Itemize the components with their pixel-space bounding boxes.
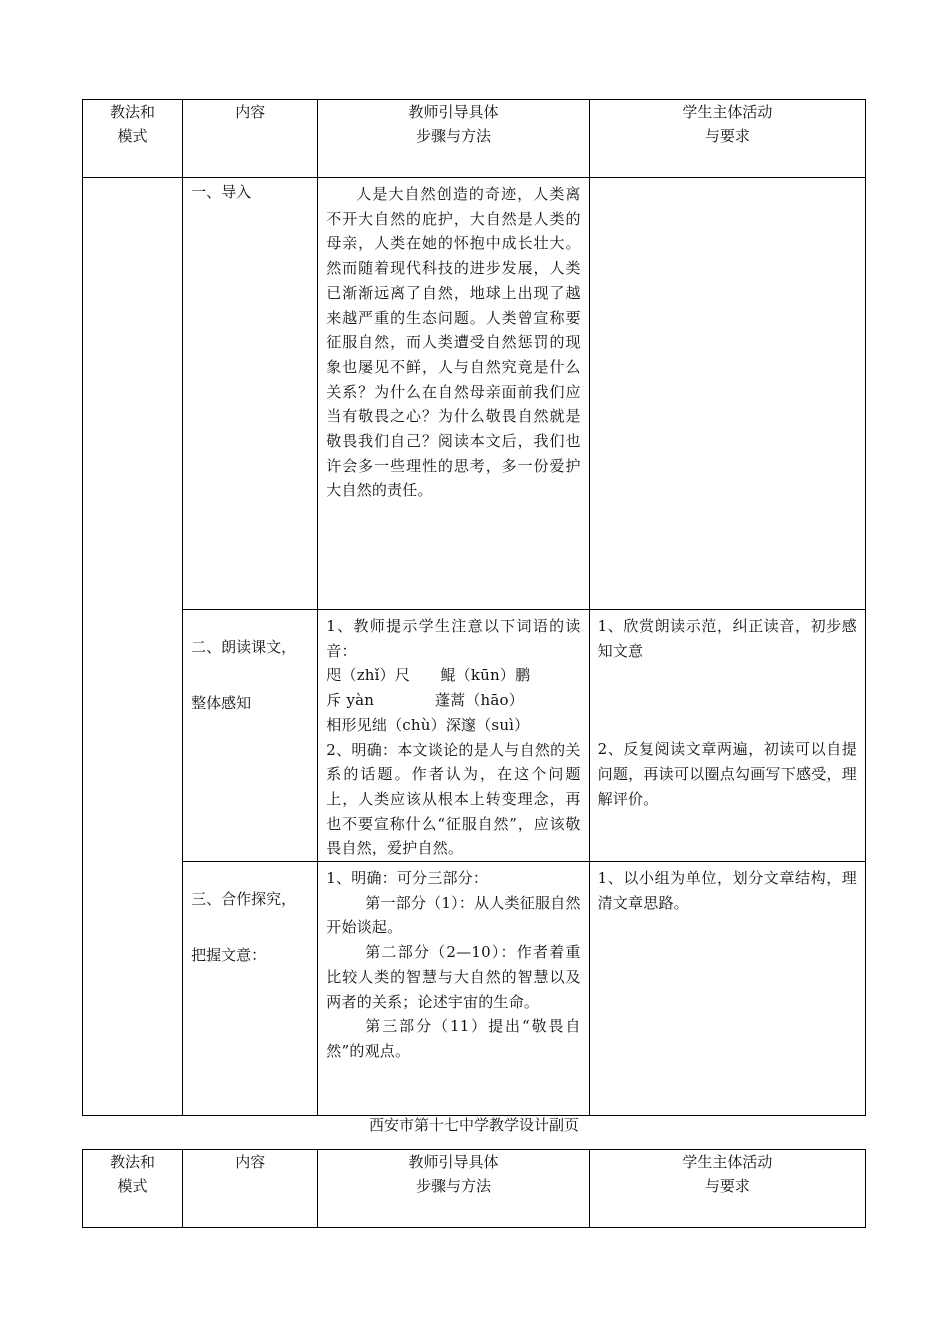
student-line: 2、反复阅读文章两遍，初读可以自提问题，再读可以圈点勾画写下感受，理解评价。 <box>597 740 857 808</box>
section-cell <box>183 862 318 1116</box>
teacher-line: 第三部分（11）提出“敬畏自然”的观点。 <box>326 1017 581 1060</box>
header-teacher <box>318 1150 589 1228</box>
header-method-line2: 模式 <box>117 1177 148 1195</box>
header-content <box>183 100 318 178</box>
teacher-line: 咫（zhǐ）尺 鲲（kūn）鹏 <box>326 666 531 685</box>
teacher-line: 1、明确：可分三部分： <box>326 869 489 888</box>
header-method-line1: 教法和 <box>110 103 156 121</box>
header-method <box>83 100 183 178</box>
header-teacher-line2: 步骤与方法 <box>415 127 491 145</box>
teacher-line: 第二部分（2—10）：作者着重比较人类的智慧与大自然的智慧以及两者的关系；论述宇宙的生命。 <box>326 943 581 1011</box>
header-teacher-line1: 教师引导具体 <box>408 103 499 121</box>
header-content-label: 内容 <box>235 103 266 121</box>
header-teacher-line2: 步骤与方法 <box>415 1177 491 1195</box>
table-row <box>83 862 866 1116</box>
header-student <box>589 1150 865 1228</box>
section-title-line2: 整体感知 <box>191 694 252 712</box>
student-line: 1、欣赏朗读示范，纠正读音，初步感知文意 <box>597 617 857 660</box>
header-student <box>589 100 865 178</box>
teacher-cell <box>318 862 589 1116</box>
teacher-cell <box>318 610 589 862</box>
table-header-row <box>83 100 866 178</box>
teacher-line: 1、教师提示学生注意以下词语的读音： <box>326 617 581 660</box>
student-cell <box>589 610 865 862</box>
teacher-paragraph: 人是大自然创造的奇迹，人类离不开大自然的庇护，大自然是人类的母亲，人类在她的怀抱中成长壮大。然而随着现代科技的进步发展，人类已渐渐远离了自然，地球上出现了越来越严重的生态问题。人类曾宣称要征服自然，而人类遭受自然惩罚的现象也屡见不鲜，人与自然究竟是什么关系？为什么在自然母亲面前我们应当有敬畏之心？为什么敬畏自然就是敬畏我们自己？阅读本文后，我们也许会多一些理性的思考，多一份爱护大自然的责任。 <box>326 185 581 500</box>
section-title-line1: 二、朗读课文， <box>191 638 297 656</box>
teacher-line: 斥 yàn 蓬蒿（hāo） <box>326 691 524 710</box>
student-line: 1、以小组为单位，划分文章结构，理清文章思路。 <box>597 869 857 912</box>
method-cell <box>83 178 183 1116</box>
spacer <box>598 663 857 737</box>
header-teacher <box>318 100 589 178</box>
header-student-line1: 学生主体活动 <box>682 1153 773 1171</box>
section-title-line2: 把握文意： <box>191 946 267 965</box>
teacher-cell <box>318 178 589 610</box>
table-header-row <box>83 1150 866 1228</box>
teacher-line: 第一部分（1）：从人类征服自然开始谈起。 <box>326 893 581 937</box>
teacher-line: 相形见绌（chù）深邃（suì） <box>326 715 530 734</box>
header-student-line2: 与要求 <box>704 1177 750 1195</box>
header-method-line2: 模式 <box>117 127 148 145</box>
page-caption: 西安市第十七中学教学设计副页 <box>368 1116 579 1134</box>
header-student-line1: 学生主体活动 <box>682 103 773 121</box>
lesson-plan-table <box>82 99 866 1116</box>
header-method-line1: 教法和 <box>110 1153 156 1171</box>
teacher-line: 2、明确：本文谈论的是人与自然的关系的话题。作者认为，在这个问题上，人类应该从根本上转变理念，再也不要宣称什么“征服自然”，应该敬畏自然，爱护自然。 <box>326 740 581 858</box>
section-title-line1: 三、合作探究， <box>191 890 297 909</box>
table-row <box>83 610 866 862</box>
student-cell <box>589 862 865 1116</box>
student-cell <box>589 178 865 610</box>
header-student-line2: 与要求 <box>704 127 750 145</box>
section-cell <box>183 178 318 610</box>
table-row <box>83 178 866 610</box>
continuation-table <box>82 1149 866 1228</box>
header-content <box>183 1150 318 1228</box>
section-title: 一、导入 <box>191 183 252 201</box>
header-content-label: 内容 <box>235 1153 266 1171</box>
header-teacher-line1: 教师引导具体 <box>408 1153 499 1171</box>
header-method <box>83 1150 183 1228</box>
section-cell <box>183 610 318 862</box>
